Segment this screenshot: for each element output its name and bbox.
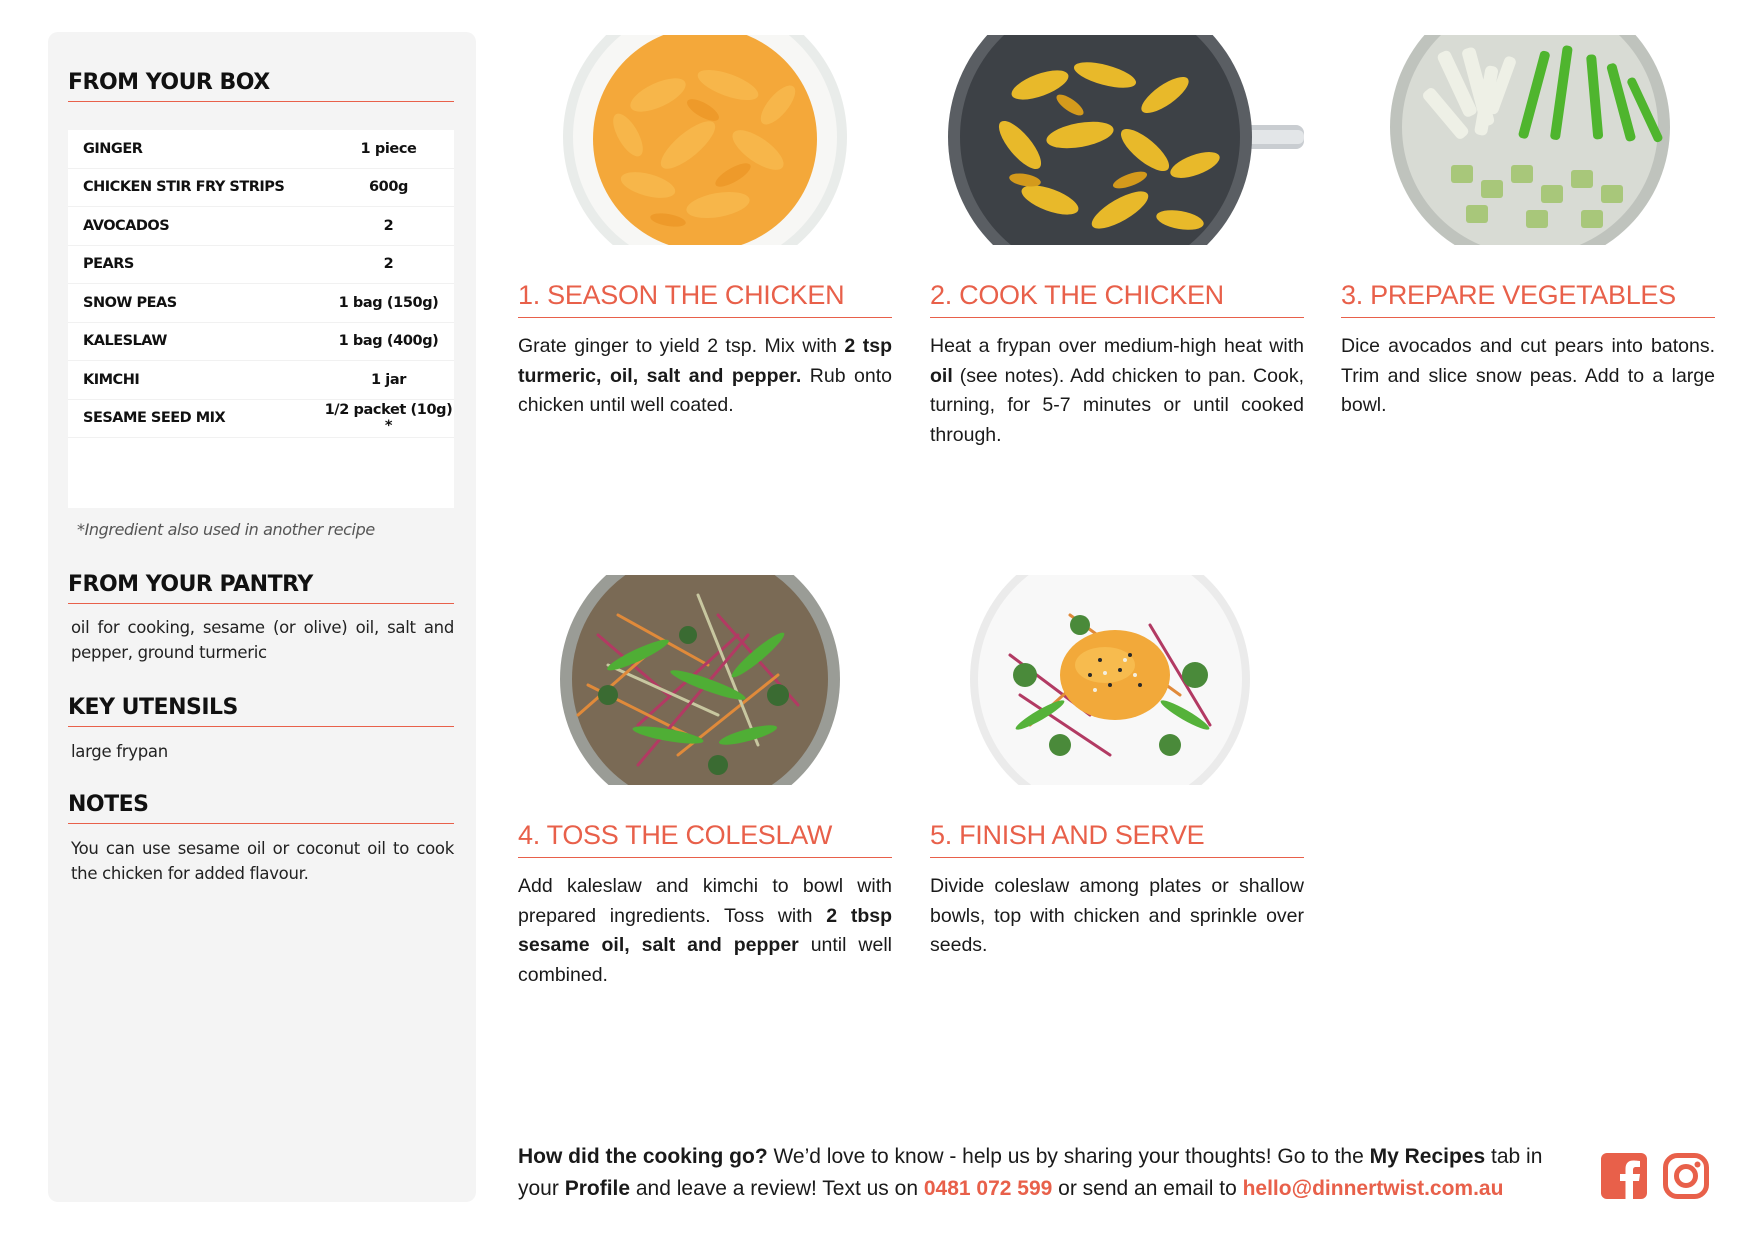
step-text-run: Heat a frypan over medium-high heat with <box>930 335 1304 357</box>
step-text-run: until well combined. <box>518 934 893 986</box>
ingredient-name: PEARS <box>83 256 134 273</box>
step-title: 5. FINISH AND SERVE <box>930 820 1304 858</box>
feedback-text <box>518 1141 1568 1204</box>
pantry-title: FROM YOUR PANTRY <box>68 572 454 604</box>
ingredient-qty: 1 bag (400g) <box>338 333 439 350</box>
step-body <box>518 332 892 421</box>
footer-text-run: How did the cooking go? <box>518 1145 768 1168</box>
step-text-run: Rub onto chicken until well coated. <box>518 364 893 416</box>
facebook-icon[interactable] <box>1601 1153 1647 1199</box>
step-text-run: Divide coleslaw among plates or shallow bowls, top with chicken and sprinkle over seeds. <box>930 875 1304 956</box>
ingredient-qty: 1 bag (150g) <box>338 294 439 311</box>
ingredient-name: KIMCHI <box>83 371 140 388</box>
footer-text-run: and leave a review! Text us on <box>630 1176 924 1200</box>
step-body <box>1341 332 1715 421</box>
step-body <box>930 872 1304 961</box>
ingredients-table <box>68 130 454 508</box>
step-text-run: Add kaleslaw and kimchi to bowl with prepared ingredients. Toss with <box>518 875 892 927</box>
footer-text-run: We’d love to know - help us by sharing your thoughts! Go to the <box>767 1145 1370 1168</box>
ingredient-row <box>68 361 454 400</box>
ingredient-qty: 2 <box>383 217 394 234</box>
instagram-icon[interactable] <box>1663 1153 1709 1199</box>
step-text-run: 2 tbsp sesame oil, salt and pepper <box>518 904 892 956</box>
notes-title: NOTES <box>68 792 454 824</box>
ingredient-name: AVOCADOS <box>83 217 170 234</box>
box-title: FROM YOUR BOX <box>68 70 454 102</box>
step-title: 2. COOK THE CHICKEN <box>930 280 1304 318</box>
step-body <box>930 332 1304 450</box>
ingredient-name: SESAME SEED MIX <box>83 410 226 427</box>
footer-text-run: My Recipes <box>1369 1145 1486 1168</box>
step-image <box>518 35 892 245</box>
ingredient-row <box>68 130 454 169</box>
step-image <box>518 575 892 785</box>
ingredient-row <box>68 169 454 208</box>
step-text-run: oil <box>930 364 953 387</box>
notes-text: You can use sesame oil or coconut oil to cook the chicken for added flavour. <box>71 839 454 883</box>
step-title: 1. SEASON THE CHICKEN <box>518 280 892 318</box>
ingredient-row <box>68 323 454 362</box>
utensils-title: KEY UTENSILS <box>68 695 454 727</box>
pantry-text: oil for cooking, sesame (or olive) oil, salt and pepper, ground turmeric <box>71 618 454 662</box>
step-image <box>930 575 1304 785</box>
footer-text-run: tab in your <box>518 1145 1543 1200</box>
step-title: 3. PREPARE VEGETABLES <box>1341 280 1715 318</box>
step-text-run: Grate ginger to yield 2 tsp. Mix with <box>518 335 845 357</box>
ingredient-qty: 600g <box>368 179 409 196</box>
ingredients-panel <box>48 32 476 1202</box>
step-text-run: Dice avocados and cut pears into batons. Trim and slice snow peas. Add to a large bowl. <box>1341 335 1715 416</box>
contact-link[interactable]: 0481 072 599 <box>923 1176 1053 1200</box>
ingredient-name: KALESLAW <box>83 333 167 350</box>
contact-link[interactable]: hello@dinnertwist.com.au <box>1242 1176 1504 1200</box>
ingredient-name: CHICKEN STIR FRY STRIPS <box>83 179 285 196</box>
ingredient-qty: 1 jar <box>370 371 407 388</box>
ingredient-row <box>68 400 454 439</box>
step-text-run: 2 tsp turmeric, oil, salt and pepper. <box>518 335 892 387</box>
ingredient-row <box>68 207 454 246</box>
step-body <box>518 872 892 990</box>
utensils-text: large frypan <box>71 742 168 761</box>
ingredient-row <box>68 284 454 323</box>
step-text-run: (see notes). Add chicken to pan. Cook, turning, for 5-7 minutes or until cooked through. <box>930 364 1304 446</box>
step-image <box>1341 35 1715 245</box>
step-image <box>930 35 1304 245</box>
step-title: 4. TOSS THE COLESLAW <box>518 820 892 858</box>
ingredient-name: SNOW PEAS <box>83 294 177 311</box>
ingredient-qty: 1 piece <box>360 140 417 157</box>
ingredient-qty: 2 <box>383 256 394 273</box>
footer-text-run: or send an email to <box>1052 1176 1243 1200</box>
ingredient-qty: 1/2 packet (10g) * <box>324 402 453 435</box>
ingredient-row <box>68 246 454 285</box>
ingredient-footnote: *Ingredient also used in another recipe <box>77 520 375 539</box>
ingredient-name: GINGER <box>83 140 143 157</box>
footer-text-run: Profile <box>564 1176 631 1200</box>
